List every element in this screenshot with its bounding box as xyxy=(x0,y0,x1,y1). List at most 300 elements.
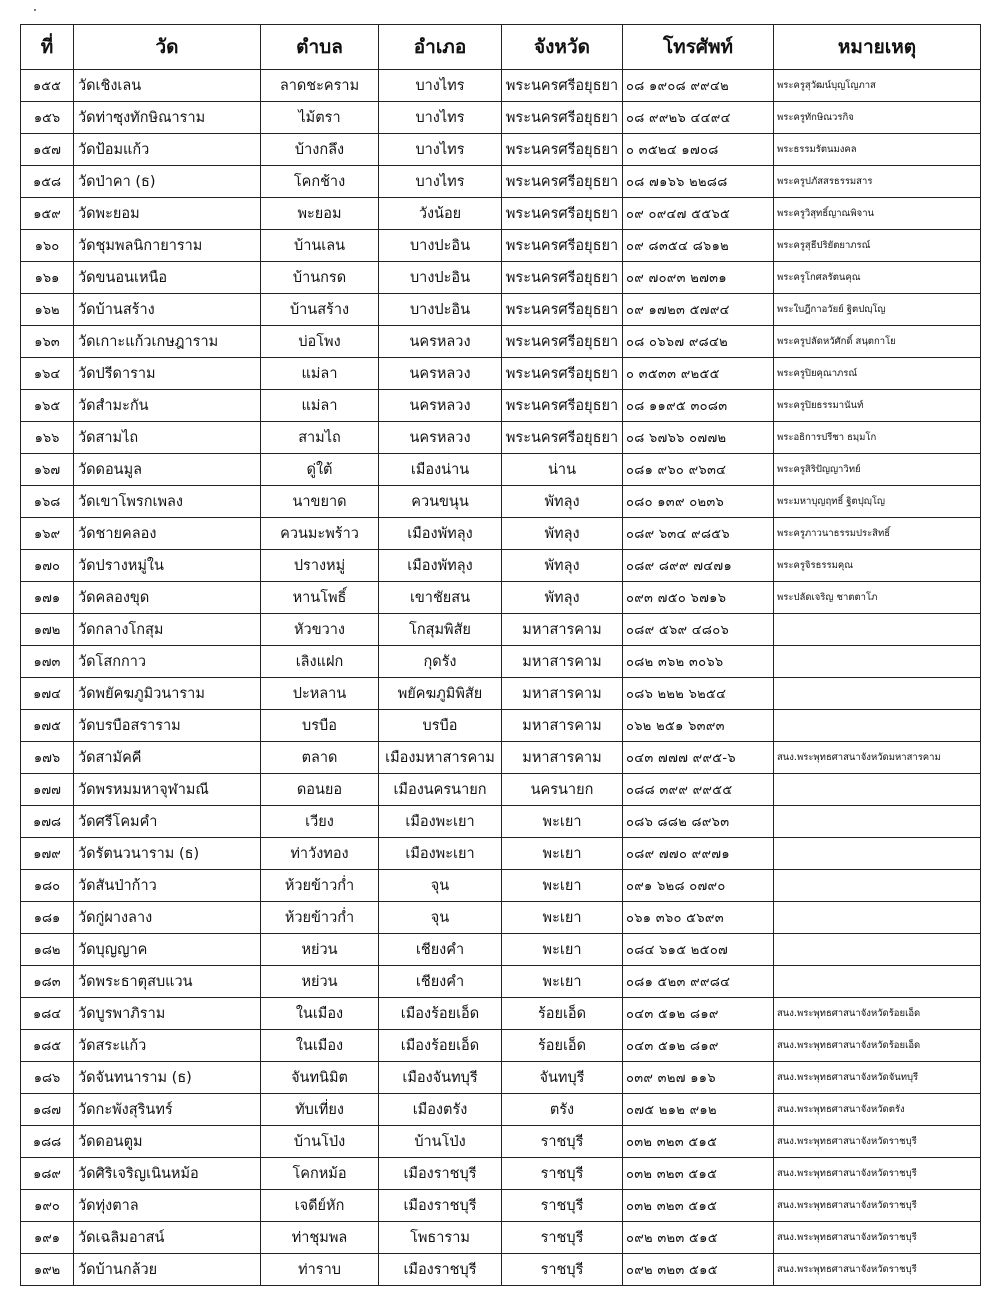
cell-note xyxy=(774,838,981,870)
cell-district: เมืองมหาสารคาม xyxy=(379,742,502,774)
cell-note: พระธรรมรัตนมงคล xyxy=(774,134,981,166)
cell-no: ๑๘๖ xyxy=(21,1062,74,1094)
cell-province: มหาสารคาม xyxy=(502,614,623,646)
cell-temple: วัดโสกกาว xyxy=(74,646,261,678)
table-row xyxy=(21,678,981,710)
cell-province: พะเยา xyxy=(502,966,623,998)
cell-subdistrict: บ้างกลึง xyxy=(261,134,379,166)
cell-temple: วัดสามัคคี xyxy=(74,742,261,774)
cell-no: ๑๖๖ xyxy=(21,422,74,454)
cell-note: พระปลัดเจริญ ชาตตาโภ xyxy=(774,582,981,614)
cell-subdistrict: บ่อโพง xyxy=(261,326,379,358)
cell-phone: ๐๘๑ ๕๒๓ ๙๙๘๔ xyxy=(623,966,774,998)
table-row xyxy=(21,454,981,486)
cell-district: บรบือ xyxy=(379,710,502,742)
cell-subdistrict: ไม้ตรา xyxy=(261,102,379,134)
cell-no: ๑๖๕ xyxy=(21,390,74,422)
cell-phone: ๐๘๙ ๘๙๙ ๗๔๗๑ xyxy=(623,550,774,582)
cell-no: ๑๙๒ xyxy=(21,1254,74,1286)
cell-phone: ๐๗๕ ๒๑๒ ๙๑๒ xyxy=(623,1094,774,1126)
cell-note: สนง.พระพุทธศาสนาจังหวัดมหาสารคาม xyxy=(774,742,981,774)
cell-no: ๑๖๒ xyxy=(21,294,74,326)
cell-district: บางไทร xyxy=(379,102,502,134)
cell-no: ๑๘๐ xyxy=(21,870,74,902)
table-row xyxy=(21,1254,981,1286)
cell-phone: ๐๘๙ ๖๓๔ ๙๘๕๖ xyxy=(623,518,774,550)
cell-no: ๑๙๐ xyxy=(21,1190,74,1222)
cell-subdistrict: ห้วยข้าวก่ำ xyxy=(261,870,379,902)
cell-subdistrict: ดอนยอ xyxy=(261,774,379,806)
cell-province: พระนครศรีอยุธยา xyxy=(502,230,623,262)
table-row xyxy=(21,166,981,198)
cell-temple: วัดบูรพาภิราม xyxy=(74,998,261,1030)
cell-subdistrict: ตลาด xyxy=(261,742,379,774)
cell-district: เมืองร้อยเอ็ด xyxy=(379,1030,502,1062)
cell-province: พะเยา xyxy=(502,934,623,966)
cell-note: พระครูปภัสสรธรรมสาร xyxy=(774,166,981,198)
cell-no: ๑๖๑ xyxy=(21,262,74,294)
cell-temple: วัดทุ่งตาล xyxy=(74,1190,261,1222)
cell-no: ๑๗๓ xyxy=(21,646,74,678)
cell-phone: ๐๙ ๑๗๒๓ ๕๗๙๔ xyxy=(623,294,774,326)
cell-subdistrict: เวียง xyxy=(261,806,379,838)
cell-temple: วัดป้อมแก้ว xyxy=(74,134,261,166)
cell-note: พระมหาบุญฤทธิ์ ฐิตปุญฺโญ xyxy=(774,486,981,518)
cell-note: สนง.พระพุทธศาสนาจังหวัดจันทบุรี xyxy=(774,1062,981,1094)
temple-table-container xyxy=(20,24,980,1286)
cell-province: พระนครศรีอยุธยา xyxy=(502,70,623,102)
cell-no: ๑๕๗ xyxy=(21,134,74,166)
cell-no: ๑๗๐ xyxy=(21,550,74,582)
cell-province: พระนครศรีอยุธยา xyxy=(502,358,623,390)
cell-note: สนง.พระพุทธศาสนาจังหวัดราชบุรี xyxy=(774,1190,981,1222)
cell-subdistrict: ห้วยข้าวก่ำ xyxy=(261,902,379,934)
cell-district: เมืองนครนายก xyxy=(379,774,502,806)
cell-note: พระครูสุวัฒน์บุญโญภาส xyxy=(774,70,981,102)
cell-note: พระครูวิสุทธิ์ญาณพิจาน xyxy=(774,198,981,230)
table-row xyxy=(21,1158,981,1190)
cell-phone: ๐๖๒ ๒๕๑ ๖๓๙๓ xyxy=(623,710,774,742)
cell-temple: วัดศิริเจริญเนินหม้อ xyxy=(74,1158,261,1190)
cell-no: ๑๗๙ xyxy=(21,838,74,870)
cell-province: พะเยา xyxy=(502,806,623,838)
cell-province: พระนครศรีอยุธยา xyxy=(502,294,623,326)
cell-subdistrict: หย่วน xyxy=(261,934,379,966)
cell-subdistrict: บ้านสร้าง xyxy=(261,294,379,326)
cell-note: พระอธิการปรีชา ธมฺมโก xyxy=(774,422,981,454)
cell-no: ๑๖๔ xyxy=(21,358,74,390)
cell-note xyxy=(774,934,981,966)
cell-subdistrict: แม่ลา xyxy=(261,358,379,390)
cell-temple: วัดบรบือสราราม xyxy=(74,710,261,742)
cell-temple: วัดคลองขุด xyxy=(74,582,261,614)
cell-note xyxy=(774,710,981,742)
cell-district: นครหลวง xyxy=(379,390,502,422)
cell-temple: วัดสระแก้ว xyxy=(74,1030,261,1062)
cell-subdistrict: โคกหม้อ xyxy=(261,1158,379,1190)
cell-phone: ๐๘๑ ๙๖๐ ๙๖๓๔ xyxy=(623,454,774,486)
cell-province: มหาสารคาม xyxy=(502,646,623,678)
cell-temple: วัดศรีโคมคำ xyxy=(74,806,261,838)
cell-no: ๑๗๖ xyxy=(21,742,74,774)
cell-province: พะเยา xyxy=(502,870,623,902)
scan-speck xyxy=(34,9,36,11)
cell-no: ๑๘๔ xyxy=(21,998,74,1030)
cell-province: น่าน xyxy=(502,454,623,486)
table-row xyxy=(21,646,981,678)
cell-note xyxy=(774,902,981,934)
cell-phone: ๐๙ ๘๓๕๔ ๘๖๑๒ xyxy=(623,230,774,262)
table-row xyxy=(21,262,981,294)
cell-subdistrict: จันทนิมิต xyxy=(261,1062,379,1094)
cell-temple: วัดสำมะกัน xyxy=(74,390,261,422)
cell-district: จุน xyxy=(379,870,502,902)
cell-district: เมืองราชบุรี xyxy=(379,1158,502,1190)
header-phone: โทรศัพท์ xyxy=(623,25,774,70)
cell-district: เมืองร้อยเอ็ด xyxy=(379,998,502,1030)
cell-note: สนง.พระพุทธศาสนาจังหวัดตรัง xyxy=(774,1094,981,1126)
cell-province: พะเยา xyxy=(502,838,623,870)
cell-province: ราชบุรี xyxy=(502,1158,623,1190)
table-row xyxy=(21,102,981,134)
cell-phone: ๐๙๑ ๖๒๘ ๐๗๙๐ xyxy=(623,870,774,902)
cell-phone: ๐๘ ๐๖๖๗ ๙๘๔๒ xyxy=(623,326,774,358)
table-row xyxy=(21,1062,981,1094)
cell-phone: ๐ ๓๕๒๔ ๑๗๐๘ xyxy=(623,134,774,166)
cell-province: มหาสารคาม xyxy=(502,742,623,774)
cell-subdistrict: หัวขวาง xyxy=(261,614,379,646)
cell-note xyxy=(774,646,981,678)
table-row xyxy=(21,518,981,550)
cell-subdistrict: ดู่ใต้ xyxy=(261,454,379,486)
cell-province: นครนายก xyxy=(502,774,623,806)
cell-district: เมืองราชบุรี xyxy=(379,1254,502,1286)
cell-province: พระนครศรีอยุธยา xyxy=(502,422,623,454)
cell-no: ๑๖๐ xyxy=(21,230,74,262)
cell-subdistrict: หย่วน xyxy=(261,966,379,998)
cell-district: โพธาราม xyxy=(379,1222,502,1254)
cell-province: มหาสารคาม xyxy=(502,678,623,710)
cell-district: บางปะอิน xyxy=(379,262,502,294)
cell-phone: ๐๙๓ ๗๕๐ ๖๗๑๖ xyxy=(623,582,774,614)
cell-phone: ๐๘๘ ๓๙๙ ๙๙๕๕ xyxy=(623,774,774,806)
cell-no: ๑๗๑ xyxy=(21,582,74,614)
cell-province: มหาสารคาม xyxy=(502,710,623,742)
cell-phone: ๐๙๒ ๓๒๓ ๕๑๕ xyxy=(623,1254,774,1286)
cell-phone: ๐๔๓ ๕๑๒ ๘๑๙ xyxy=(623,1030,774,1062)
cell-no: ๑๘๘ xyxy=(21,1126,74,1158)
cell-district: เชียงคำ xyxy=(379,966,502,998)
cell-phone: ๐๓๙ ๓๒๗ ๑๑๖ xyxy=(623,1062,774,1094)
cell-no: ๑๘๗ xyxy=(21,1094,74,1126)
cell-phone: ๐๘ ๗๑๖๖ ๒๒๘๘ xyxy=(623,166,774,198)
cell-no: ๑๘๕ xyxy=(21,1030,74,1062)
cell-no: ๑๖๙ xyxy=(21,518,74,550)
cell-temple: วัดปรางหมู่ใน xyxy=(74,550,261,582)
cell-district: นครหลวง xyxy=(379,326,502,358)
cell-province: พะเยา xyxy=(502,902,623,934)
cell-district: บ้านโป่ง xyxy=(379,1126,502,1158)
cell-district: เมืองราชบุรี xyxy=(379,1190,502,1222)
table-row xyxy=(21,230,981,262)
table-row xyxy=(21,774,981,806)
cell-no: ๑๙๑ xyxy=(21,1222,74,1254)
cell-note: พระครูทักษิณวรกิจ xyxy=(774,102,981,134)
table-row xyxy=(21,1190,981,1222)
cell-province: จันทบุรี xyxy=(502,1062,623,1094)
cell-note: สนง.พระพุทธศาสนาจังหวัดราชบุรี xyxy=(774,1222,981,1254)
cell-phone: ๐๓๒ ๓๒๓ ๕๑๕ xyxy=(623,1126,774,1158)
table-row xyxy=(21,966,981,998)
cell-subdistrict: ควนมะพร้าว xyxy=(261,518,379,550)
cell-note: พระครูสุธีปริยัตยาภรณ์ xyxy=(774,230,981,262)
table-row xyxy=(21,902,981,934)
table-row xyxy=(21,422,981,454)
cell-district: เมืองน่าน xyxy=(379,454,502,486)
cell-no: ๑๕๕ xyxy=(21,70,74,102)
table-row xyxy=(21,1126,981,1158)
cell-note xyxy=(774,806,981,838)
cell-phone: ๐ ๓๕๓๓ ๙๒๕๕ xyxy=(623,358,774,390)
cell-district: เมืองจันทบุรี xyxy=(379,1062,502,1094)
cell-phone: ๐๙ ๗๐๙๓ ๒๗๓๑ xyxy=(623,262,774,294)
cell-note xyxy=(774,774,981,806)
cell-district: เมืองพะเยา xyxy=(379,806,502,838)
cell-subdistrict: ลาดชะคราม xyxy=(261,70,379,102)
cell-note xyxy=(774,614,981,646)
cell-phone: ๐๘ ๖๗๖๖ ๐๗๗๒ xyxy=(623,422,774,454)
table-row xyxy=(21,870,981,902)
table-body xyxy=(21,70,981,1286)
cell-province: ร้อยเอ็ด xyxy=(502,1030,623,1062)
cell-temple: วัดเชิงเลน xyxy=(74,70,261,102)
cell-province: ร้อยเอ็ด xyxy=(502,998,623,1030)
cell-phone: ๐๘ ๙๙๒๖ ๔๔๙๔ xyxy=(623,102,774,134)
cell-province: พัทลุง xyxy=(502,550,623,582)
cell-district: กุดรัง xyxy=(379,646,502,678)
cell-province: พระนครศรีอยุธยา xyxy=(502,326,623,358)
table-row xyxy=(21,582,981,614)
table-row xyxy=(21,998,981,1030)
cell-province: พระนครศรีอยุธยา xyxy=(502,166,623,198)
cell-note: สนง.พระพุทธศาสนาจังหวัดราชบุรี xyxy=(774,1126,981,1158)
cell-temple: วัดจันทนาราม (ธ) xyxy=(74,1062,261,1094)
table-row xyxy=(21,198,981,230)
table-header-row xyxy=(21,25,981,70)
table-row xyxy=(21,742,981,774)
cell-phone: ๐๔๓ ๗๗๗ ๙๙๕-๖ xyxy=(623,742,774,774)
cell-no: ๑๕๖ xyxy=(21,102,74,134)
cell-district: ควนขนุน xyxy=(379,486,502,518)
cell-subdistrict: ท่าราบ xyxy=(261,1254,379,1286)
table-row xyxy=(21,486,981,518)
header-note: หมายเหตุ xyxy=(774,25,981,70)
cell-temple: วัดเกาะแก้วเกษฎาราม xyxy=(74,326,261,358)
cell-no: ๑๖๘ xyxy=(21,486,74,518)
cell-subdistrict: นาขยาด xyxy=(261,486,379,518)
cell-note: พระครูภาวนาธรรมประสิทธิ์ xyxy=(774,518,981,550)
cell-district: นครหลวง xyxy=(379,358,502,390)
table-row xyxy=(21,1094,981,1126)
cell-no: ๑๕๙ xyxy=(21,198,74,230)
cell-no: ๑๘๙ xyxy=(21,1158,74,1190)
cell-district: จุน xyxy=(379,902,502,934)
cell-phone: ๐๙ ๐๙๔๗ ๕๕๖๕ xyxy=(623,198,774,230)
table-row xyxy=(21,134,981,166)
table-row xyxy=(21,550,981,582)
cell-note: พระครูจิรธรรมคุณ xyxy=(774,550,981,582)
cell-district: บางปะอิน xyxy=(379,230,502,262)
cell-subdistrict: บรบือ xyxy=(261,710,379,742)
cell-subdistrict: พะยอม xyxy=(261,198,379,230)
cell-phone: ๐๘๖ ๘๘๒ ๘๙๖๓ xyxy=(623,806,774,838)
header-district: อำเภอ xyxy=(379,25,502,70)
cell-no: ๑๘๓ xyxy=(21,966,74,998)
cell-province: พระนครศรีอยุธยา xyxy=(502,102,623,134)
cell-note: พระใบฎีกาอวัยย์ ฐิตปญฺโญ xyxy=(774,294,981,326)
cell-subdistrict: ท่าวังทอง xyxy=(261,838,379,870)
table-row xyxy=(21,806,981,838)
cell-no: ๑๖๓ xyxy=(21,326,74,358)
cell-district: เมืองพัทลุง xyxy=(379,550,502,582)
cell-phone: ๐๔๓ ๕๑๒ ๘๑๙ xyxy=(623,998,774,1030)
cell-temple: วัดบ้านกล้วย xyxy=(74,1254,261,1286)
header-subdistrict: ตำบล xyxy=(261,25,379,70)
header-province: จังหวัด xyxy=(502,25,623,70)
cell-temple: วัดพระธาตุสบแวน xyxy=(74,966,261,998)
table-row xyxy=(21,326,981,358)
cell-district: โกสุมพิสัย xyxy=(379,614,502,646)
cell-district: บางไทร xyxy=(379,166,502,198)
cell-no: ๑๖๗ xyxy=(21,454,74,486)
cell-phone: ๐๘๖ ๒๒๒ ๖๒๕๔ xyxy=(623,678,774,710)
cell-note: พระครูปลัดหวัศักดิ์ สนฺตกาโย xyxy=(774,326,981,358)
cell-no: ๑๗๒ xyxy=(21,614,74,646)
table-row xyxy=(21,934,981,966)
cell-temple: วัดบุญญาค xyxy=(74,934,261,966)
cell-province: ราชบุรี xyxy=(502,1254,623,1286)
table-row xyxy=(21,1222,981,1254)
cell-province: ตรัง xyxy=(502,1094,623,1126)
cell-district: พยัคฆภูมิพิสัย xyxy=(379,678,502,710)
cell-temple: วัดดอนตูม xyxy=(74,1126,261,1158)
cell-note: สนง.พระพุทธศาสนาจังหวัดราชบุรี xyxy=(774,1158,981,1190)
cell-province: พัทลุง xyxy=(502,582,623,614)
cell-subdistrict: ทับเที่ยง xyxy=(261,1094,379,1126)
cell-temple: วัดขนอนเหนือ xyxy=(74,262,261,294)
cell-phone: ๐๓๒ ๓๒๓ ๕๑๕ xyxy=(623,1158,774,1190)
cell-province: พระนครศรีอยุธยา xyxy=(502,262,623,294)
cell-subdistrict: บ้านเลน xyxy=(261,230,379,262)
cell-district: เมืองพัทลุง xyxy=(379,518,502,550)
cell-no: ๑๕๘ xyxy=(21,166,74,198)
cell-subdistrict: เลิงแฝก xyxy=(261,646,379,678)
cell-note: สนง.พระพุทธศาสนาจังหวัดร้อยเอ็ด xyxy=(774,1030,981,1062)
cell-temple: วัดกู่ผางลาง xyxy=(74,902,261,934)
cell-temple: วัดเฉลิมอาสน์ xyxy=(74,1222,261,1254)
table-row xyxy=(21,710,981,742)
cell-temple: วัดปรีดาราม xyxy=(74,358,261,390)
cell-province: พระนครศรีอยุธยา xyxy=(502,198,623,230)
cell-district: เมืองตรัง xyxy=(379,1094,502,1126)
cell-phone: ๐๘ ๑๑๙๕ ๓๐๘๓ xyxy=(623,390,774,422)
cell-temple: วัดชายคลอง xyxy=(74,518,261,550)
table-row xyxy=(21,358,981,390)
cell-note xyxy=(774,678,981,710)
cell-subdistrict: ปรางหมู่ xyxy=(261,550,379,582)
cell-no: ๑๘๑ xyxy=(21,902,74,934)
cell-district: เมืองพะเยา xyxy=(379,838,502,870)
table-row xyxy=(21,1030,981,1062)
cell-note xyxy=(774,870,981,902)
cell-temple: วัดพยัคฆภูมิวนาราม xyxy=(74,678,261,710)
cell-temple: วัดบ้านสร้าง xyxy=(74,294,261,326)
cell-province: ราชบุรี xyxy=(502,1222,623,1254)
cell-province: พระนครศรีอยุธยา xyxy=(502,390,623,422)
header-temple: วัด xyxy=(74,25,261,70)
cell-note: สนง.พระพุทธศาสนาจังหวัดร้อยเอ็ด xyxy=(774,998,981,1030)
cell-temple: วัดป่าคา (ธ) xyxy=(74,166,261,198)
cell-note: พระครูโกศลรัตนคุณ xyxy=(774,262,981,294)
header-no: ที่ xyxy=(21,25,74,70)
cell-phone: ๐๘ ๑๙๐๘ ๙๙๔๒ xyxy=(623,70,774,102)
cell-subdistrict: บ้านโป่ง xyxy=(261,1126,379,1158)
cell-district: วังน้อย xyxy=(379,198,502,230)
table-row xyxy=(21,390,981,422)
cell-temple: วัดกลางโกสุม xyxy=(74,614,261,646)
cell-temple: วัดเขาโพรกเพลง xyxy=(74,486,261,518)
cell-subdistrict: แม่ลา xyxy=(261,390,379,422)
cell-temple: วัดสามไถ xyxy=(74,422,261,454)
cell-district: นครหลวง xyxy=(379,422,502,454)
cell-no: ๑๗๕ xyxy=(21,710,74,742)
cell-subdistrict: โคกช้าง xyxy=(261,166,379,198)
cell-temple: วัดพรหมมหาจุฬามณี xyxy=(74,774,261,806)
cell-subdistrict: ปะหลาน xyxy=(261,678,379,710)
cell-temple: วัดกะพังสุรินทร์ xyxy=(74,1094,261,1126)
cell-no: ๑๗๗ xyxy=(21,774,74,806)
cell-subdistrict: สามไถ xyxy=(261,422,379,454)
cell-province: พัทลุง xyxy=(502,518,623,550)
cell-province: พัทลุง xyxy=(502,486,623,518)
table-row xyxy=(21,614,981,646)
cell-phone: ๐๖๑ ๓๖๐ ๕๖๙๓ xyxy=(623,902,774,934)
cell-temple: วัดรัตนวนาราม (ธ) xyxy=(74,838,261,870)
cell-temple: วัดดอนมูล xyxy=(74,454,261,486)
cell-note: พระครูปิยธรรมานันท์ xyxy=(774,390,981,422)
cell-province: ราชบุรี xyxy=(502,1190,623,1222)
cell-subdistrict: เจดีย์หัก xyxy=(261,1190,379,1222)
cell-phone: ๐๘๙ ๕๖๙ ๔๘๐๖ xyxy=(623,614,774,646)
cell-district: บางไทร xyxy=(379,70,502,102)
cell-no: ๑๘๒ xyxy=(21,934,74,966)
table-row xyxy=(21,70,981,102)
cell-temple: วัดสันป่าก้าว xyxy=(74,870,261,902)
cell-phone: ๐๙๒ ๓๒๓ ๕๑๕ xyxy=(623,1222,774,1254)
cell-district: บางปะอิน xyxy=(379,294,502,326)
cell-temple: วัดท่าซุงทักษิณาราม xyxy=(74,102,261,134)
table-row xyxy=(21,294,981,326)
cell-province: พระนครศรีอยุธยา xyxy=(502,134,623,166)
cell-subdistrict: ท่าชุมพล xyxy=(261,1222,379,1254)
cell-district: เชียงคำ xyxy=(379,934,502,966)
cell-note xyxy=(774,966,981,998)
cell-subdistrict: ในเมือง xyxy=(261,998,379,1030)
cell-temple: วัดพะยอม xyxy=(74,198,261,230)
cell-district: เขาชัยสน xyxy=(379,582,502,614)
cell-temple: วัดชุมพลนิกายาราม xyxy=(74,230,261,262)
cell-subdistrict: หานโพธิ์ xyxy=(261,582,379,614)
